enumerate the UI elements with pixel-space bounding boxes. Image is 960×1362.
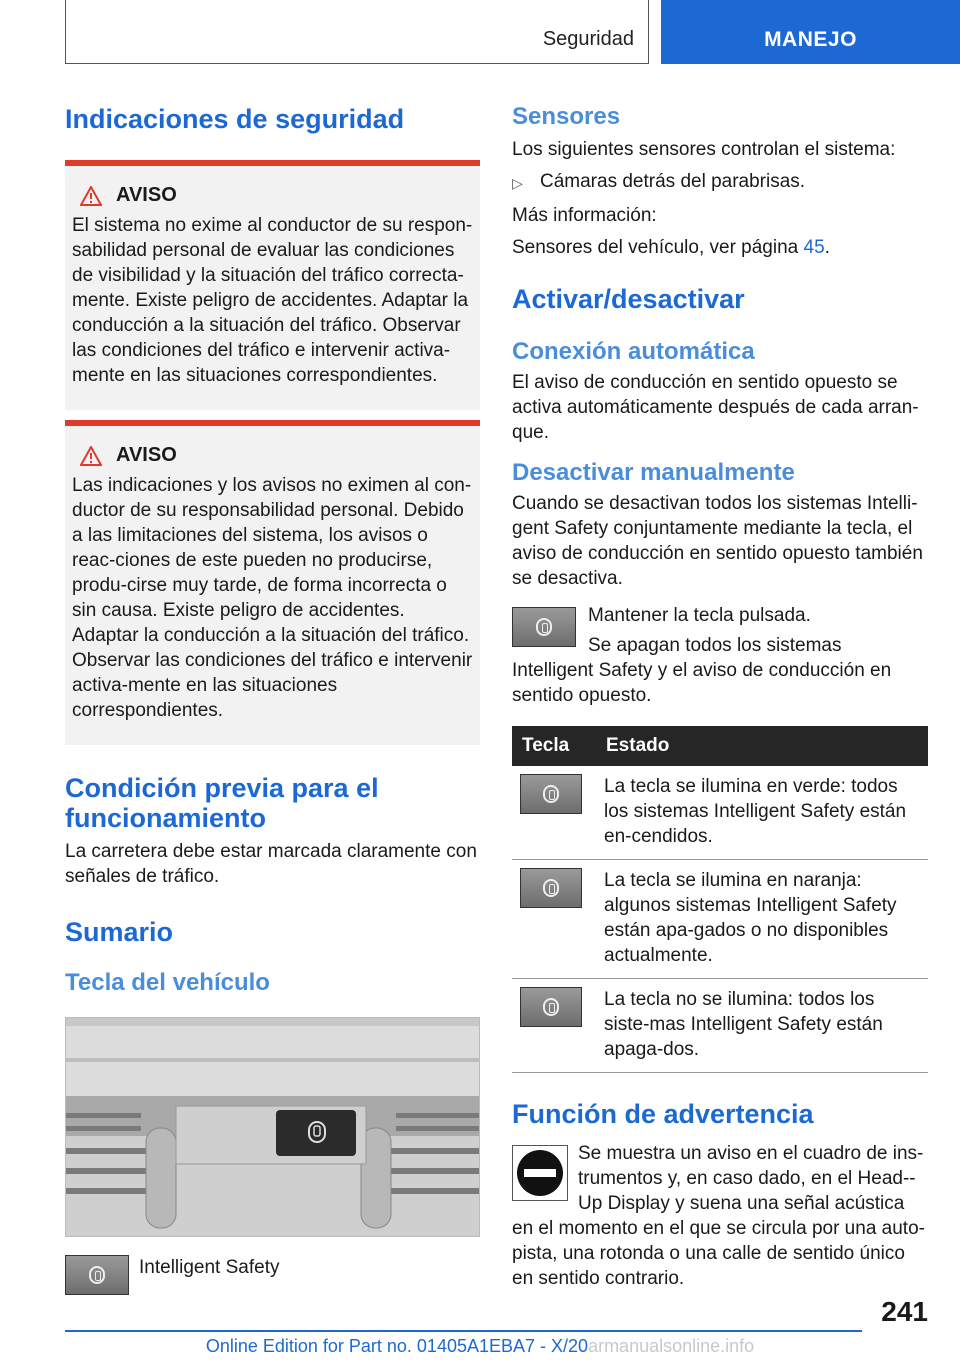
key-legend <box>65 1255 480 1295</box>
intelligent-safety-key-icon <box>512 607 576 647</box>
warning-label: AVISO <box>116 184 177 206</box>
page-link-45[interactable]: 45 <box>803 237 825 258</box>
footer <box>0 1336 960 1357</box>
intelligent-safety-key-icon <box>65 1255 129 1295</box>
header-section: Seguridad <box>542 28 634 50</box>
warning-triangle-icon <box>80 186 102 206</box>
key-cell <box>512 860 596 979</box>
more-info: Más información: <box>512 205 657 226</box>
warning-text: El sistema no exime al conductor de su respon-sabilidad personal de evaluar las condiciones de visibilidad y la situación del tráfico correcta-mente. Existe peligro de accidentes. Adaptar la conducción a la situación del tráfico. Observar las condiciones del tráfico e intervenir activa-mente en las situaciones correspondientes. <box>72 215 473 386</box>
no-entry-icon <box>512 1145 568 1201</box>
header-chapter: MANEJO <box>661 0 960 64</box>
warning-head <box>72 444 473 467</box>
summary-title: Sumario <box>65 917 174 947</box>
activate-title: Activar/desactivar <box>512 284 745 314</box>
right-column <box>512 100 928 1291</box>
table-row <box>512 979 928 1073</box>
warning-box-2 <box>65 420 480 745</box>
precondition-text: La carretera debe estar marcada claramente con señales de tráfico. <box>65 841 477 887</box>
key-orange-icon <box>520 868 582 908</box>
key-title: Tecla del vehículo <box>65 969 270 996</box>
sensors-ref <box>512 235 928 260</box>
left-column <box>65 100 480 1295</box>
state-cell: La tecla se ilumina en verde: todos los sistemas Intelligent Safety están en-cendidos. <box>596 766 928 860</box>
warning-triangle-icon <box>80 446 102 466</box>
safety-title: Indicaciones de seguridad <box>65 104 405 134</box>
col-header-key: Tecla <box>512 726 596 766</box>
sensors-ref-end: . <box>824 237 830 258</box>
footer-edition: Online Edition for Part no. 01405A1EBA7 - X/20 <box>205 1336 589 1356</box>
footer-watermark: armanualsonline.info <box>588 1336 755 1356</box>
key-label: Intelligent Safety <box>139 1257 280 1278</box>
state-cell: La tecla se ilumina en naranja: algunos sistemas Intelligent Safety están apa-gados o no disponibles actualmente. <box>596 860 928 979</box>
sensors-ref-text: Sensores del vehículo, ver página <box>512 237 804 258</box>
warning-function-text: Se muestra un aviso en el cuadro de ins-trumentos y, en caso dado, en el Head--Up Display y suena una señal acústica en el momento en el que se circula por una auto-pista, una rotonda o una calle de sentido único en sentido contrario. <box>512 1143 925 1289</box>
warning-head <box>72 184 473 207</box>
footer-line <box>65 1330 862 1332</box>
manual-title: Desactivar manualmente <box>512 459 795 486</box>
sensors-list-item <box>512 169 928 196</box>
key-cell <box>512 766 596 860</box>
header-box <box>65 0 649 64</box>
manual-text: Cuando se desactivan todos los sistemas Intelli-gent Safety conjuntamente mediante la tecla, el aviso de conducción en sentido opuesto también se desactiva. <box>512 493 923 589</box>
page-number: 241 <box>881 1296 928 1327</box>
precondition-title: Condición previa para el funcionamiento <box>65 773 379 833</box>
state-cell: La tecla no se ilumina: todos los siste-mas Intelligent Safety están apaga-dos. <box>596 979 928 1073</box>
manual-step-2: Se apagan todos los sistemas Intelligent Safety y el aviso de conducción en sentido opuesto. <box>512 635 892 706</box>
table-header-row <box>512 726 928 766</box>
col-header-state: Estado <box>596 726 928 766</box>
key-off-icon <box>520 987 582 1027</box>
warning-function-title: Función de advertencia <box>512 1099 814 1129</box>
key-green-icon <box>520 774 582 814</box>
sensors-item-text: Cámaras detrás del parabrisas. <box>540 171 806 192</box>
vehicle-key-photo <box>65 1017 480 1237</box>
warning-function <box>512 1141 928 1291</box>
sensors-title: Sensores <box>512 103 621 130</box>
warning-label: AVISO <box>116 444 177 466</box>
auto-text: El aviso de conducción en sentido opuesto se activa automáticamente después de cada arran-que. <box>512 372 919 443</box>
key-cell <box>512 979 596 1073</box>
auto-title: Conexión automática <box>512 338 755 365</box>
key-state-table <box>512 726 928 1073</box>
manual-steps <box>512 603 928 708</box>
table-row <box>512 766 928 860</box>
bullet-triangle-icon: ▷ <box>512 175 523 191</box>
warning-box-1 <box>65 160 480 410</box>
sensors-intro: Los siguientes sensores controlan el sistema: <box>512 139 896 160</box>
dashboard-illustration <box>66 1018 480 1237</box>
warning-text: Las indicaciones y los avisos no eximen al con-ductor de su responsabilidad personal. Debido a las limitaciones del sistema, los avisos o reac-ciones de este pueden no producirse, produ-cirse muy tarde, de forma incorrecta o sin causa. Existe peligro de accidentes. Adaptar la conducción a la situación del tráfico. Observar las condiciones del tráfico e intervenir activa-mente en las situaciones correspondientes. <box>72 475 473 721</box>
manual-step-1: Mantener la tecla pulsada. <box>588 605 811 626</box>
table-row <box>512 860 928 979</box>
